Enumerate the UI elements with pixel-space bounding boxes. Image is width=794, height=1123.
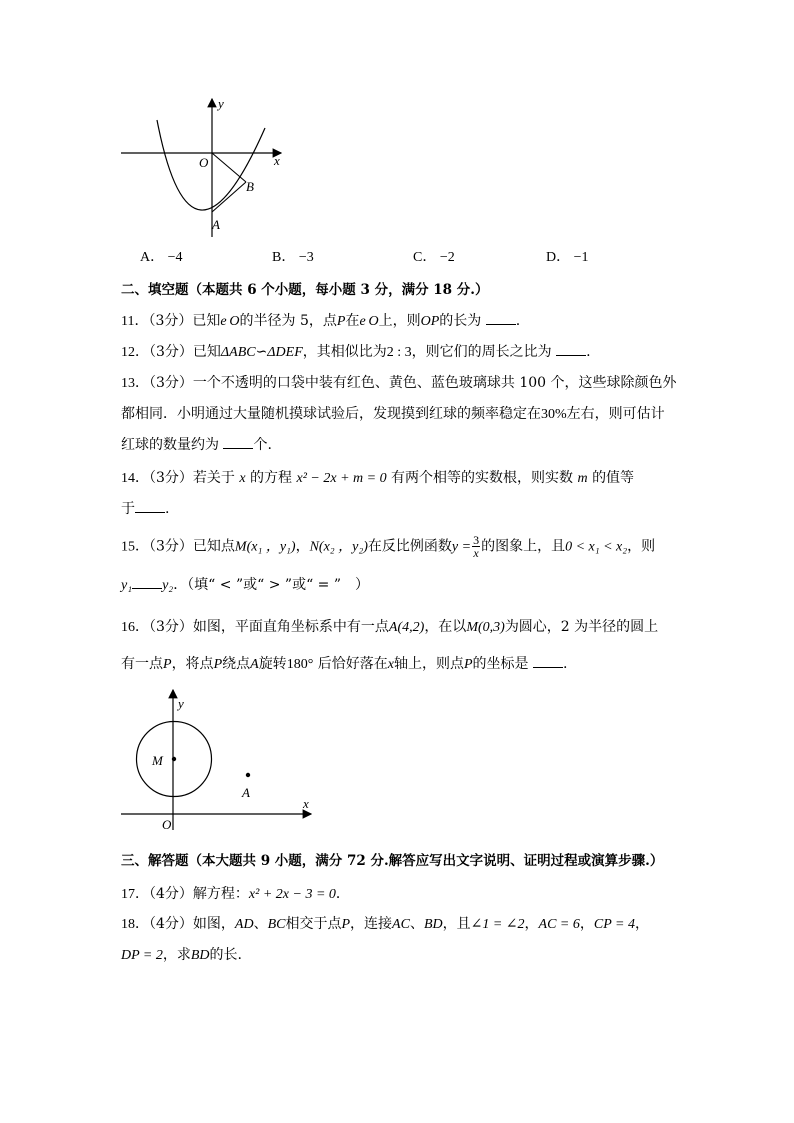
question-16-line-1: 16．（3分）如图，平面直角坐标系中有一点A(4,2)，在以M(0,3)为圆心，2 为半径的圆上 <box>121 619 659 635</box>
question-14-line-2: 于 . <box>121 501 170 517</box>
question-18-line-2: DP = 2，求BD的长. <box>121 947 242 963</box>
question-12: 12．（3分）已知ΔABC∽ΔDEF，其相似比为2 : 3，则它们的周长之比为 . <box>121 344 591 360</box>
answer-blank[interactable] <box>132 576 162 589</box>
answer-blank[interactable] <box>486 312 516 325</box>
label-b: B <box>246 179 254 194</box>
option-d: D． −1 <box>546 250 589 265</box>
question-17: 17．（4分）解方程：x² + 2x − 3 = 0． <box>121 886 350 902</box>
question-14-line-1: 14．（3分）若关于 x 的方程 x² − 2x + m = 0 有两个相等的实数根，则实数 m 的值等 <box>121 470 635 486</box>
section-2-heading: 二、填空题（本题共 6 个小题，每小题 3 分，满分 18 分.） <box>121 282 489 298</box>
question-16-line-2: 有一点P，将点P绕点A旋转180° 后恰好落在x轴上，则点P的坐标是 . <box>121 656 568 672</box>
answer-blank[interactable] <box>223 436 253 449</box>
option-c: C． −2 <box>413 250 455 265</box>
label-x: x <box>303 796 309 811</box>
question-13-line-3: 红球的数量约为 个. <box>121 437 272 453</box>
segment-ob <box>212 153 246 182</box>
segment-ab <box>212 182 246 212</box>
label-x: x <box>274 153 280 168</box>
answer-blank[interactable] <box>135 500 165 513</box>
label-a: A <box>242 785 250 800</box>
point-m <box>172 757 176 761</box>
question-15-line-1: 15．（3分）已知点M(x₁ ，y₁)，N(x₂ ，y₂)在反比例函数y = $\frac{3}{x}$ 的图象上，且0 < x₁ < x₂，则 <box>121 533 656 560</box>
label-y: y <box>218 96 224 111</box>
label-o: O <box>199 155 209 170</box>
question-18-line-1: 18．（4分）如图，AD、BC相交于点P，连接AC、BD，且∠1 = ∠2，AC = 6，CP = 4， <box>121 916 649 932</box>
option-a: A． −4 <box>140 250 183 265</box>
figure-parabola <box>115 92 295 242</box>
question-13-line-1: 13．（3分）一个不透明的口袋中装有红色、黄色、蓝色玻璃球共 100 个，这些球除颜色外 <box>121 375 677 391</box>
answer-blank[interactable] <box>533 655 563 668</box>
section-3-heading: 三、解答题（本大题共 9 小题，满分 72 分.解答应写出文字说明、证明过程或演算步骤.） <box>121 853 664 869</box>
parabola-curve <box>157 120 265 210</box>
question-13-line-2: 都相同．小明通过大量随机摸球试验后，发现摸到红球的频率稳定在30%左右，则可估计 <box>121 406 665 422</box>
label-y: y <box>178 696 184 711</box>
point-a <box>246 773 250 777</box>
question-15-line-2: y₁ y₂．（填“ < ”或“ > ”或“ = ” ） <box>121 577 370 593</box>
label-a: A <box>212 217 220 232</box>
question-11: 11．（3分）已知e O的半径为 5，点P在e O上，则OP的长为 . <box>121 313 521 329</box>
label-o: O <box>162 817 172 832</box>
label-m: M <box>152 753 163 768</box>
fraction-3-over-x: $\frac{3}{x}$ <box>473 533 480 560</box>
answer-blank[interactable] <box>556 343 586 356</box>
option-b: B． −3 <box>272 250 314 265</box>
figure-circle <box>115 683 320 833</box>
